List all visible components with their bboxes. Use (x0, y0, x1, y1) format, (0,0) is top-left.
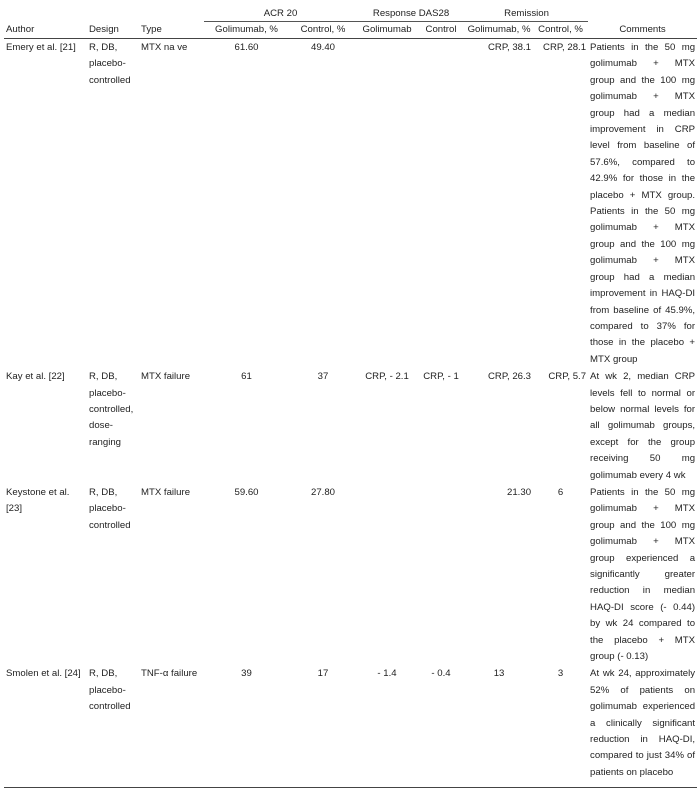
rem-golimumab-header: Golimumab, % (465, 22, 533, 39)
rem-golimumab-cell: CRP, 38.1 (488, 42, 532, 53)
das-control-header: Control (417, 22, 465, 39)
rem-control-cell: 6 (557, 486, 564, 498)
type-cell: TNF-α failure (139, 665, 204, 787)
das-control-cell: CRP, - 1 (423, 371, 459, 383)
acr-golimumab-header: Golimumab, % (204, 22, 289, 39)
acr-golimumab-cell: 61 (241, 371, 252, 383)
table-row (4, 39, 697, 369)
author-cell: Emery et al. [21] (6, 42, 76, 53)
das-golimumab-cell: CRP, - 2.1 (365, 371, 409, 383)
comments-header: Comments (588, 22, 697, 39)
type-cell: MTX na ve (141, 42, 188, 53)
table-row (4, 368, 697, 484)
remission-group-header: Remission (465, 6, 588, 22)
author-cell: Kay et al. [22] (6, 371, 65, 383)
comments-cell: At wk 2, median CRP levels fell to normal or below normal levels for all golimumab groups, except for the group receiving 50 mg golimumab every 4 wk (590, 371, 696, 481)
design-cell: R, DB, placebo-controlled (87, 665, 139, 787)
golimumab-trials-table (4, 6, 697, 788)
rem-golimumab-cell: CRP, 26.3 (488, 371, 532, 383)
das-golimumab-header: Golimumab (357, 22, 417, 39)
das-golimumab-cell: - 1.4 (357, 665, 417, 787)
type-header: Type (139, 22, 204, 39)
design-cell: R, DB, placebo-controlled, dose-ranging (89, 371, 134, 448)
acr-control-cell: 27.80 (311, 486, 336, 498)
das-golimumab-cell (357, 484, 417, 665)
author-cell: Smolen et al. [24] (4, 665, 87, 787)
author-header: Author (4, 22, 87, 39)
acr20-group-header: ACR 20 (204, 6, 357, 22)
table-row (4, 665, 697, 787)
rem-control-cell: CRP, 5.7 (548, 371, 587, 383)
das-control-cell: - 0.4 (417, 665, 465, 787)
das28-group-header: Response DAS28 (357, 6, 465, 22)
design-cell: R, DB, placebo-controlled (89, 42, 131, 86)
rem-golimumab-cell: 13 (465, 665, 533, 787)
das-control-cell (417, 39, 465, 369)
design-cell: R, DB, placebo-controlled (89, 486, 131, 531)
table-row (4, 484, 697, 665)
rem-control-cell: 3 (533, 665, 588, 787)
das-golimumab-cell (357, 39, 417, 369)
rem-golimumab-cell: 21.30 (507, 486, 532, 498)
acr-control-header: Control, % (289, 22, 357, 39)
column-header-row (4, 22, 697, 39)
acr-control-cell: 37 (317, 371, 329, 383)
comments-cell: Patients in the 50 mg golimumab + MTX group and the 100 mg golimumab + MTX group had a median improvement in CRP level from baseline of 57.6%, compared to 42.9% for those in the placebo + MTX group. Patients in the 50 mg golimumab + MTX group and the 100 mg golimumab + MTX group had a median improvement in HAQ-DI from baseline of 45.9%, compared to 37% for those in the placebo + MTX group (590, 42, 696, 365)
acr-golimumab-cell: 61.60 (234, 42, 259, 53)
type-cell: MTX failure (141, 371, 191, 383)
comments-cell: At wk 24, approximately 52% of patients on golimumab experienced a clinically significant reduction in HAQ-DI, compared to just 34% of patients on placebo (588, 665, 697, 787)
comments-cell: Patients in the 50 mg golimumab + MTX group and the 100 mg golimumab + MTX group experienced a significantly greater reduction in median HAQ-DI score (- 0.44) by wk 24 compared to the placebo + MTX group (- 0.13) (590, 486, 696, 663)
acr-golimumab-cell: 59.60 (234, 486, 259, 498)
das-control-cell (417, 484, 465, 665)
type-cell: MTX failure (141, 486, 191, 498)
rem-control-cell: CRP, 28.1 (543, 42, 587, 53)
author-cell: Keystone et al. [23] (6, 486, 70, 515)
rem-control-header: Control, % (533, 22, 588, 39)
acr-control-cell: 49.40 (311, 42, 336, 53)
design-header: Design (87, 22, 139, 39)
acr-golimumab-cell: 39 (204, 665, 289, 787)
group-header-row (4, 6, 697, 22)
acr-control-cell: 17 (289, 665, 357, 787)
